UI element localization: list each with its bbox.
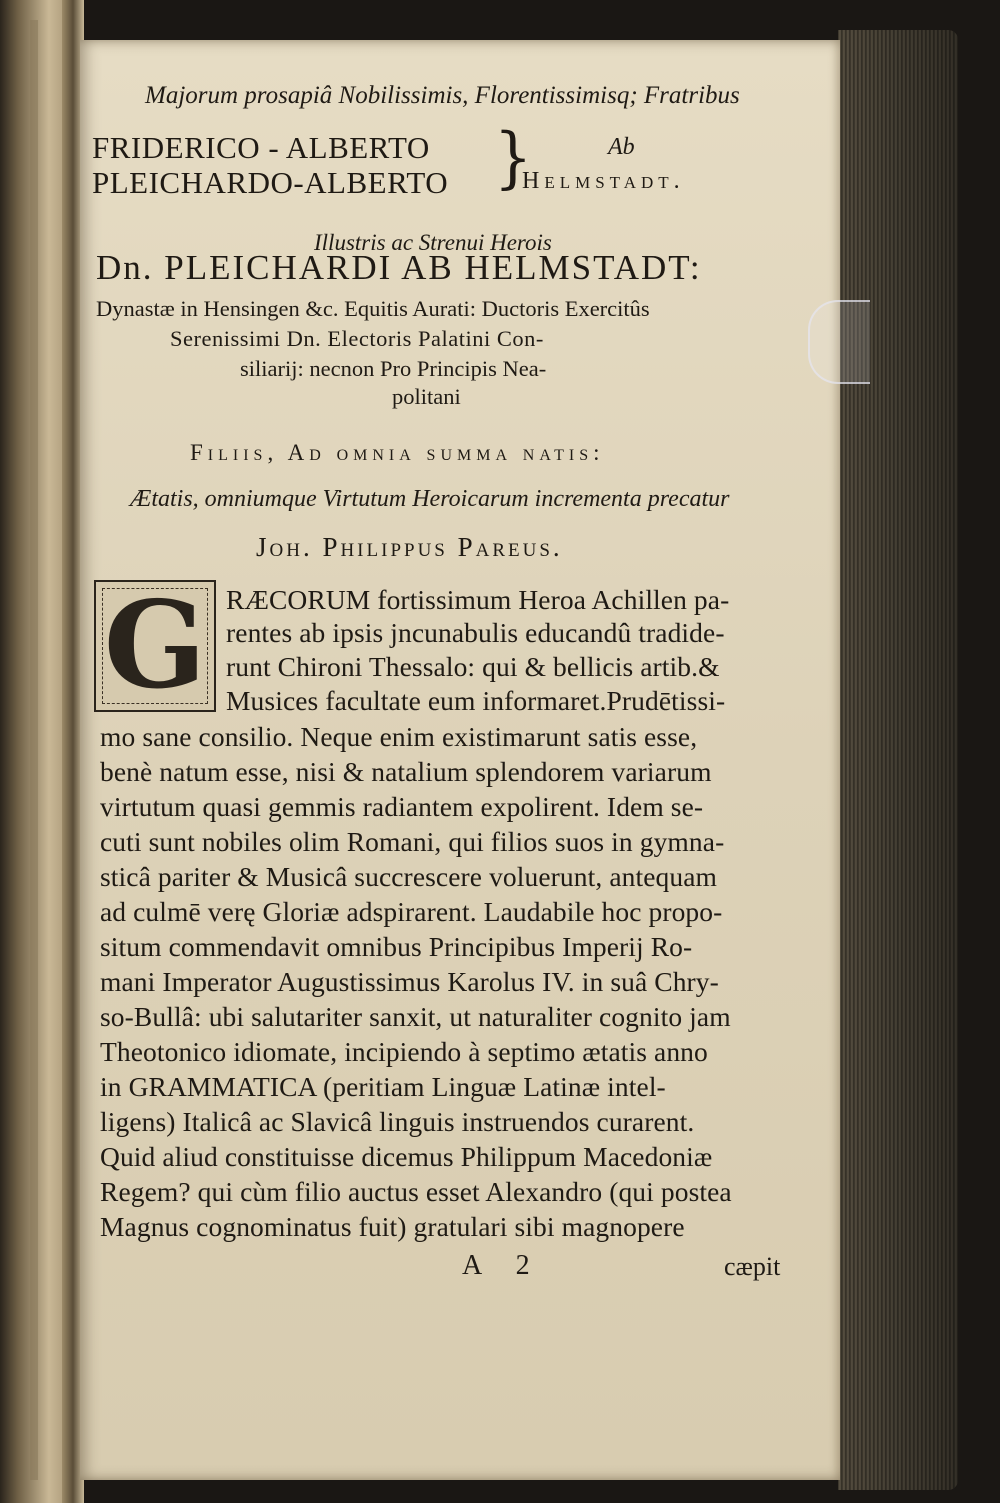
helmstadt-word: Helmstadt. <box>522 168 685 194</box>
aetatis-line: Ætatis, omniumque Virtutum Heroicarum incrementa precatur <box>130 486 730 512</box>
title-line-4: politani <box>392 384 461 409</box>
body-line-6: benè natum esse, nisi & natalium splendorem variarum <box>100 756 712 787</box>
body-line-9: sticâ pariter & Musicâ succrescere voluerunt, antequam <box>100 861 718 892</box>
body-line-17: Quid aliud constituisse dicemus Philippum Macedoniæ <box>100 1141 713 1172</box>
body-line-5: mo sane consilio. Neque enim existimarunt satis esse, <box>100 721 698 752</box>
brace: } <box>494 119 533 197</box>
filiis-line: Filiis, Ad omnia summa natis: <box>190 440 605 465</box>
page-block-shade <box>838 30 958 1490</box>
signature-mark: A 2 <box>462 1250 544 1281</box>
body-line-4: Musices facultate eum informaret.Prudētissi- <box>226 685 726 716</box>
dn-name: Dn. PLEICHARDI AB HELMSTADT: <box>96 248 702 287</box>
catchword: cæpit <box>724 1252 781 1281</box>
left-page-margin <box>30 20 38 1480</box>
body-line-13: so-Bullâ: ubi salutariter sanxit, ut naturaliter cognito jam <box>100 1001 731 1032</box>
body-line-11: situm commendavit omnibus Principibus Imperij Ro- <box>100 931 693 962</box>
title-line-1: Dynastæ in Hensingen &c. Equitis Aurati: Ductoris Exercitûs <box>96 296 650 321</box>
dedication-line: Majorum prosapiâ Nobilissimis, Florentissimisq; Fratribus <box>145 82 740 109</box>
body-line-3: runt Chironi Thessalo: qui & bellicis artib.& <box>226 651 720 682</box>
body-line-7: virtutum quasi gemmis radiantem expolirent. Idem se- <box>100 791 704 822</box>
initial-letter: G <box>103 575 207 716</box>
ab-word: Ab <box>608 134 635 160</box>
body-line-14: Theotonico idiomate, incipiendo à septimo ætatis anno <box>100 1036 708 1067</box>
body-line-19: Magnus cognominatus fuit) gratulari sibi magnopere <box>100 1211 685 1242</box>
body-line-12: mani Imperator Augustissimus Karolus IV. in suâ Chry- <box>100 966 719 997</box>
author-line: Joh. Philippus Pareus. <box>256 532 563 562</box>
body-line-15: in GRAMMATICA (peritiam Linguæ Latinæ intel- <box>100 1071 666 1102</box>
body-line-1: RÆCORUM fortissimum Heroa Achillen pa- <box>226 584 730 615</box>
body-line-18: Regem? qui cùm filio auctus esset Alexandro (qui postea <box>100 1176 732 1207</box>
ornamental-initial <box>94 575 216 716</box>
body-line-2: rentes ab ipsis jncunabulis educandû tradide- <box>226 617 725 648</box>
body-line-10: ad culmē verę Gloriæ adspirarent. Laudabile hoc propo- <box>100 896 723 927</box>
name-friderico: FRIDERICO - ALBERTO <box>92 130 430 165</box>
name-pleichardo: PLEICHARDO-ALBERTO <box>92 165 449 200</box>
title-line-3: siliarij: necnon Pro Principis Nea- <box>240 356 547 381</box>
body-line-8: cuti sunt nobiles olim Romani, qui filios suos in gymna- <box>100 826 725 857</box>
page-clip <box>808 300 870 384</box>
illustris-line: Illustris ac Strenui Herois <box>314 230 552 255</box>
body-line-16: ligens) Italicâ ac Slavicâ linguis instruendos curarent. <box>100 1106 695 1137</box>
title-line-2: Serenissimi Dn. Electoris Palatini Con- <box>170 326 544 351</box>
